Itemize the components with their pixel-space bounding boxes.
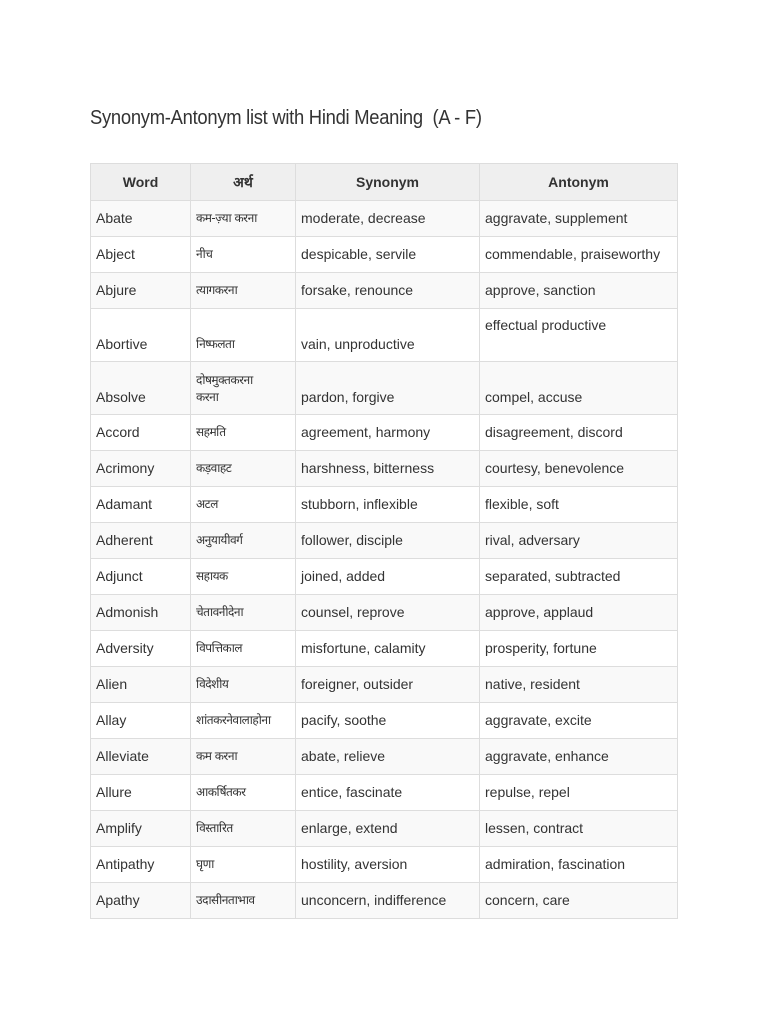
table-row [91,273,678,309]
antonym-cell: courtesy, benevolence [480,451,678,487]
table-row [91,775,678,811]
table-row [91,362,678,415]
table-body [91,201,678,919]
synonym-cell: hostility, aversion [296,847,480,883]
word-cell: Abject [91,237,191,273]
word-cell: Acrimony [91,451,191,487]
hindi-meaning-cell: नीच [191,237,296,273]
synonym-cell: counsel, reprove [296,595,480,631]
antonym-cell: admiration, fascination [480,847,678,883]
word-cell: Apathy [91,883,191,919]
antonym-cell: aggravate, excite [480,703,678,739]
table-row [91,451,678,487]
word-cell: Absolve [91,362,191,415]
hindi-meaning-cell: अटल [191,487,296,523]
hindi-meaning-cell: चेतावनीदेना [191,595,296,631]
synonym-cell: stubborn, inflexible [296,487,480,523]
synonym-cell: vain, unproductive [296,309,480,362]
synonym-cell: pardon, forgive [296,362,480,415]
hindi-meaning-cell: निष्फलता [191,309,296,362]
antonym-cell: commendable, praiseworthy [480,237,678,273]
antonym-cell: lessen, contract [480,811,678,847]
table-header-row [91,164,678,201]
word-cell: Allay [91,703,191,739]
synonym-cell: agreement, harmony [296,415,480,451]
synonym-cell: joined, added [296,559,480,595]
word-cell: Antipathy [91,847,191,883]
table-row [91,201,678,237]
table-row [91,703,678,739]
hindi-meaning-cell: शांतकरनेवालाहोना [191,703,296,739]
hindi-meaning-cell: कम करना [191,739,296,775]
synonym-cell: misfortune, calamity [296,631,480,667]
table-row [91,237,678,273]
word-cell: Allure [91,775,191,811]
table-row [91,487,678,523]
word-cell: Adversity [91,631,191,667]
table-row [91,739,678,775]
hindi-meaning-cell: उदासीनताभाव [191,883,296,919]
table-row [91,595,678,631]
antonym-cell: aggravate, supplement [480,201,678,237]
hindi-meaning-cell: अनुयायीवर्ग [191,523,296,559]
antonym-cell: effectual productive [480,309,678,362]
table-row [91,631,678,667]
hindi-meaning-cell: विस्तारित [191,811,296,847]
synonym-cell: unconcern, indifference [296,883,480,919]
antonym-cell: aggravate, enhance [480,739,678,775]
antonym-cell: disagreement, discord [480,415,678,451]
word-cell: Amplify [91,811,191,847]
column-header-hindi: अर्थ [191,164,296,201]
synonym-antonym-table [90,163,678,919]
word-cell: Alleviate [91,739,191,775]
word-cell: Alien [91,667,191,703]
table-row [91,811,678,847]
antonym-cell: separated, subtracted [480,559,678,595]
antonym-cell: native, resident [480,667,678,703]
word-cell: Abortive [91,309,191,362]
synonym-cell: pacify, soothe [296,703,480,739]
synonym-cell: follower, disciple [296,523,480,559]
word-cell: Admonish [91,595,191,631]
word-cell: Abate [91,201,191,237]
synonym-cell: forsake, renounce [296,273,480,309]
synonym-cell: despicable, servile [296,237,480,273]
hindi-meaning-cell: सहमति [191,415,296,451]
table-row [91,883,678,919]
table-row [91,523,678,559]
antonym-cell: concern, care [480,883,678,919]
word-cell: Adamant [91,487,191,523]
antonym-cell: approve, sanction [480,273,678,309]
hindi-meaning-cell: कम-ज़्या करना [191,201,296,237]
table-row [91,847,678,883]
synonym-cell: abate, relieve [296,739,480,775]
column-header-antonym: Antonym [480,164,678,201]
table-row [91,415,678,451]
word-cell: Abjure [91,273,191,309]
page-title: Synonym-Antonym list with Hindi Meaning (A - F) [90,107,482,129]
hindi-meaning-cell: विपत्तिकाल [191,631,296,667]
hindi-meaning-line: दोषमुक्तकरना [196,373,253,387]
antonym-cell: repulse, repel [480,775,678,811]
hindi-meaning-cell: घृणा [191,847,296,883]
synonym-cell: foreigner, outsider [296,667,480,703]
hindi-meaning-cell: विदेशीय [191,667,296,703]
word-cell: Adjunct [91,559,191,595]
hindi-meaning-cell: आकर्षितकर [191,775,296,811]
antonym-cell: compel, accuse [480,362,678,415]
hindi-meaning-cell: त्यागकरना [191,273,296,309]
table-row [91,309,678,362]
table-row [91,667,678,703]
synonym-cell: moderate, decrease [296,201,480,237]
hindi-meaning-cell [191,362,296,415]
hindi-meaning-cell: सहायक [191,559,296,595]
table-row [91,559,678,595]
column-header-synonym: Synonym [296,164,480,201]
word-cell: Accord [91,415,191,451]
antonym-cell: rival, adversary [480,523,678,559]
synonym-cell: enlarge, extend [296,811,480,847]
synonym-cell: harshness, bitterness [296,451,480,487]
antonym-cell: prosperity, fortune [480,631,678,667]
word-cell: Adherent [91,523,191,559]
synonym-cell: entice, fascinate [296,775,480,811]
antonym-cell: flexible, soft [480,487,678,523]
column-header-word: Word [91,164,191,201]
hindi-meaning-cell: कड़वाहट [191,451,296,487]
antonym-cell: approve, applaud [480,595,678,631]
hindi-meaning-line: करना [196,390,219,404]
